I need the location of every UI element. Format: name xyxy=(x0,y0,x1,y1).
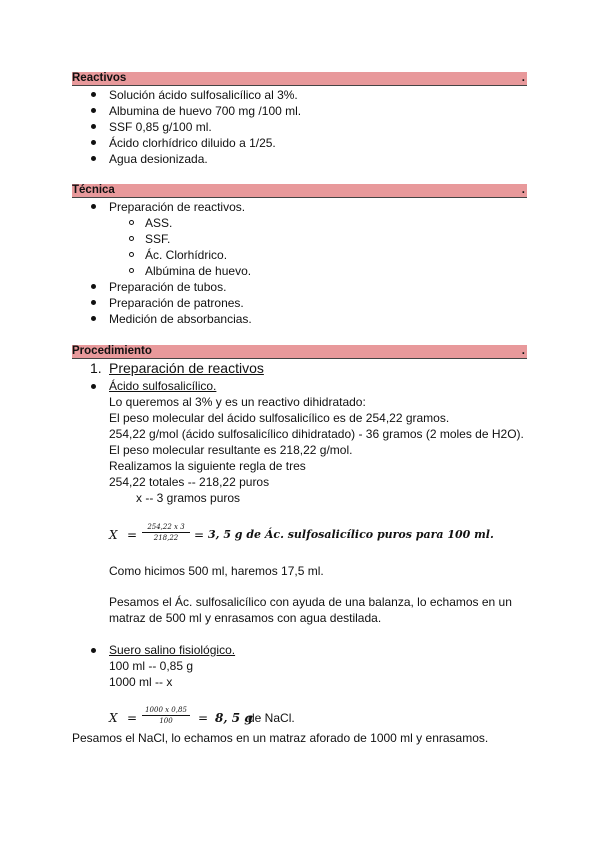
sub-list-item: Albúmina de huevo. xyxy=(145,264,252,278)
equation-tail: de NaCl. xyxy=(248,711,295,725)
sub-list-item: SSF. xyxy=(145,232,171,246)
header-dot: . xyxy=(521,184,525,196)
heading-number: 1. xyxy=(90,360,102,376)
equation-equals: = xyxy=(194,528,205,542)
text-line: El peso molecular resultante es 218,22 g/mol. xyxy=(109,443,353,457)
header-dot: . xyxy=(521,72,525,84)
text-line: Pesamos el Ác. sulfosalicílico con ayuda de una balanza, lo echamos en un xyxy=(109,595,512,609)
list-item: Preparación de patrones. xyxy=(109,296,244,310)
section-title-procedimiento: Procedimiento xyxy=(72,345,152,357)
list-item: Medición de absorbancias. xyxy=(109,312,252,326)
equation-variable: X xyxy=(109,711,118,725)
text-line: El peso molecular del ácido sulfosalicílico es de 254,22 gramos. xyxy=(109,411,450,425)
equation-equals: = xyxy=(198,711,209,725)
equation-variable: X xyxy=(109,528,118,542)
sub-list-item: Ác. Clorhídrico. xyxy=(145,248,228,262)
equation-result: 8, 5 g xyxy=(215,711,253,725)
header-dot: . xyxy=(521,345,525,357)
section-title-tecnica: Técnica xyxy=(72,184,115,196)
list-item: SSF 0,85 g/100 ml. xyxy=(109,120,212,134)
item-title-ass: Ácido sulfosalicílico. xyxy=(109,379,217,393)
bullet-icon xyxy=(91,124,96,129)
bullet-icon xyxy=(91,648,96,653)
section-header-procedimiento xyxy=(72,345,527,359)
text-line: x -- 3 gramos puros xyxy=(136,491,241,505)
list-item: Preparación de tubos. xyxy=(109,280,227,294)
fraction-numerator: 1000 x 0,85 xyxy=(145,706,187,714)
section-title-reactivos: Reactivos xyxy=(72,72,127,84)
text-line: 254,22 g/mol (ácido sulfosalicílico dihidratado) - 36 gramos (2 moles de H2O). xyxy=(109,427,524,441)
section-header-tecnica xyxy=(72,184,527,198)
text-line: 100 ml -- 0,85 g xyxy=(109,659,194,673)
fraction-numerator: 254,22 x 3 xyxy=(147,523,185,531)
bullet-icon xyxy=(91,156,96,161)
bullet-icon xyxy=(91,204,96,209)
text-line: Como hicimos 500 ml, haremos 17,5 ml. xyxy=(109,564,324,578)
text-line: matraz de 500 ml y enrasamos con agua destilada. xyxy=(109,611,382,625)
text-line: Pesamos el NaCl, lo echamos en un matraz aforado de 1000 ml y enrasamos. xyxy=(72,731,489,745)
bullet-icon xyxy=(91,316,96,321)
fraction-denominator: 100 xyxy=(159,717,173,725)
equation-equals: = xyxy=(127,528,138,542)
sub-list-item: ASS. xyxy=(145,216,173,230)
fraction-bar xyxy=(142,715,190,716)
text-line: Realizamos la siguiente regla de tres xyxy=(109,459,306,473)
bullet-icon xyxy=(91,384,96,389)
text-line: 254,22 totales -- 218,22 puros xyxy=(109,475,270,489)
equation-fraction xyxy=(142,523,190,542)
bullet-icon xyxy=(91,284,96,289)
equation-result: 3, 5 g de Ác. sulfosalicílico puros para 100 ml. xyxy=(208,528,494,541)
list-item: Ácido clorhídrico diluido a 1/25. xyxy=(109,136,276,150)
bullet-icon xyxy=(91,300,96,305)
list-item: Solución ácido sulfosalicílico al 3%. xyxy=(109,88,298,102)
equation-equals: = xyxy=(127,711,138,725)
bullet-icon xyxy=(91,108,96,113)
bullet-icon xyxy=(91,92,96,97)
subheading-preparacion: Preparación de reactivos xyxy=(109,360,264,376)
hollow-bullet-icon xyxy=(129,268,134,273)
fraction-denominator: 218,22 xyxy=(153,534,179,542)
text-line: 1000 ml -- x xyxy=(109,675,173,689)
text-line: Lo queremos al 3% y es un reactivo dihidratado: xyxy=(109,395,366,409)
section-header-reactivos xyxy=(72,72,527,86)
hollow-bullet-icon xyxy=(129,252,134,257)
fraction-bar xyxy=(142,532,190,533)
item-title-ssf: Suero salino fisiológico. xyxy=(109,643,236,657)
list-item: Preparación de reactivos. xyxy=(109,200,246,214)
equation-fraction xyxy=(142,706,190,725)
list-item: Albumina de huevo 700 mg /100 ml. xyxy=(109,104,302,118)
hollow-bullet-icon xyxy=(129,236,134,241)
list-item: Agua desionizada. xyxy=(109,152,208,166)
hollow-bullet-icon xyxy=(129,220,134,225)
bullet-icon xyxy=(91,140,96,145)
